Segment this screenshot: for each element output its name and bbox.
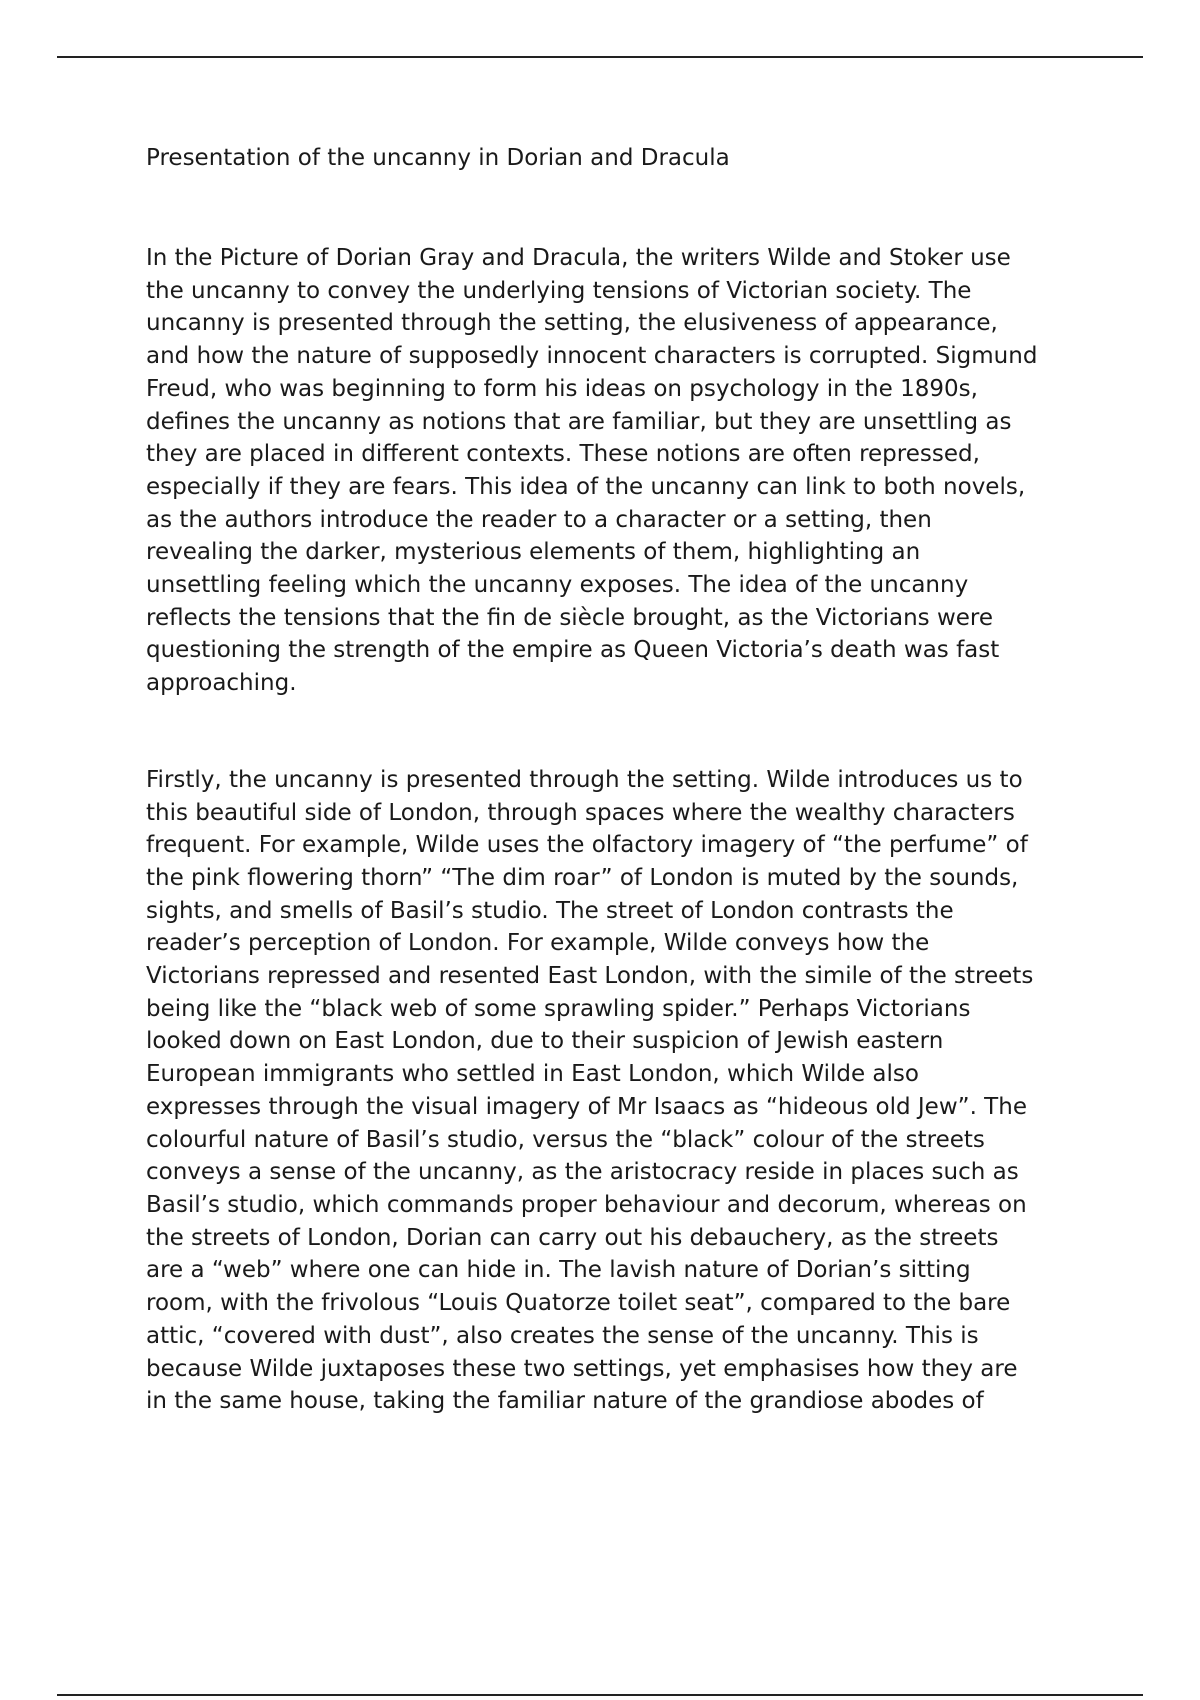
paragraph-setting (146, 764, 1106, 1418)
paragraph-line: Freud, who was beginning to form his ideas on psychology in the 1890s, (146, 375, 978, 402)
paragraph-line: are a “web” where one can hide in. The lavish nature of Dorian’s sitting (146, 1257, 971, 1284)
paragraph-line: Victorians repressed and resented East London, with the simile of the streets (146, 963, 1034, 990)
paragraph-line: questioning the strength of the empire as Queen Victoria’s death was fast (146, 637, 1000, 664)
paragraph-line: Firstly, the uncanny is presented through the setting. Wilde introduces us to (146, 766, 1023, 793)
paragraph-line: Basil’s studio, which commands proper behaviour and decorum, whereas on (146, 1191, 1027, 1218)
paragraph-line: because Wilde juxtaposes these two settings, yet emphasises how they are (146, 1355, 1018, 1382)
paragraph-line: attic, “covered with dust”, also creates the sense of the uncanny. This is (146, 1322, 979, 1349)
paragraph-line: being like the “black web of some sprawling spider.” Perhaps Victorians (146, 995, 971, 1022)
bottom-rule (57, 1694, 1143, 1696)
paragraph-line: in the same house, taking the familiar nature of the grandiose abodes of (146, 1388, 984, 1415)
paragraph-line: room, with the frivolous “Louis Quatorze toilet seat”, compared to the bare (146, 1290, 1011, 1317)
paragraph-line: frequent. For example, Wilde uses the olfactory imagery of “the perfume” of (146, 832, 1028, 859)
paragraph-line: reflects the tensions that the fin de siècle brought, as the Victorians were (146, 604, 994, 631)
paragraph-line: the streets of London, Dorian can carry out his debauchery, as the streets (146, 1224, 999, 1251)
paragraph-line: and how the nature of supposedly innocent characters is corrupted. Sigmund (146, 343, 1038, 370)
paragraph-line: uncanny is presented through the setting, the elusiveness of appearance, (146, 310, 998, 337)
paragraph-line: especially if they are fears. This idea of the uncanny can link to both novels, (146, 473, 1026, 500)
paragraph-line: the pink flowering thorn” “The dim roar” of London is muted by the sounds, (146, 864, 1019, 891)
paragraph-line: sights, and smells of Basil’s studio. The street of London contrasts the (146, 897, 954, 924)
paragraph-line: revealing the darker, mysterious elements of them, highlighting an (146, 539, 921, 566)
document-body (146, 142, 1106, 1418)
paragraph-line: they are placed in different contexts. These notions are often repressed, (146, 441, 980, 468)
paragraph-line: approaching. (146, 670, 297, 697)
paragraph-line: conveys a sense of the uncanny, as the aristocracy reside in places such as (146, 1159, 1019, 1186)
paragraph-line: expresses through the visual imagery of Mr Isaacs as “hideous old Jew”. The (146, 1093, 1027, 1120)
top-rule (57, 56, 1143, 58)
paragraph-line: as the authors introduce the reader to a character or a setting, then (146, 506, 932, 533)
paragraph-line: In the Picture of Dorian Gray and Dracula, the writers Wilde and Stoker use (146, 245, 1011, 271)
paragraph-line: this beautiful side of London, through spaces where the wealthy characters (146, 799, 1015, 826)
paragraph-line: the uncanny to convey the underlying tensions of Victorian society. The (146, 277, 972, 304)
document-title: Presentation of the uncanny in Dorian and Dracula (146, 145, 730, 171)
paragraph-line: unsettling feeling which the uncanny exposes. The idea of the uncanny (146, 572, 969, 599)
paragraph-line: reader’s perception of London. For example, Wilde conveys how the (146, 930, 930, 957)
paragraph-line: looked down on East London, due to their suspicion of Jewish eastern (146, 1028, 944, 1055)
paragraph-line: defines the uncanny as notions that are familiar, but they are unsettling as (146, 408, 1012, 435)
paragraph-introduction (146, 242, 1106, 700)
paragraph-line: colourful nature of Basil’s studio, versus the “black” colour of the streets (146, 1126, 985, 1153)
paragraph-line: European immigrants who settled in East London, which Wilde also (146, 1061, 919, 1088)
